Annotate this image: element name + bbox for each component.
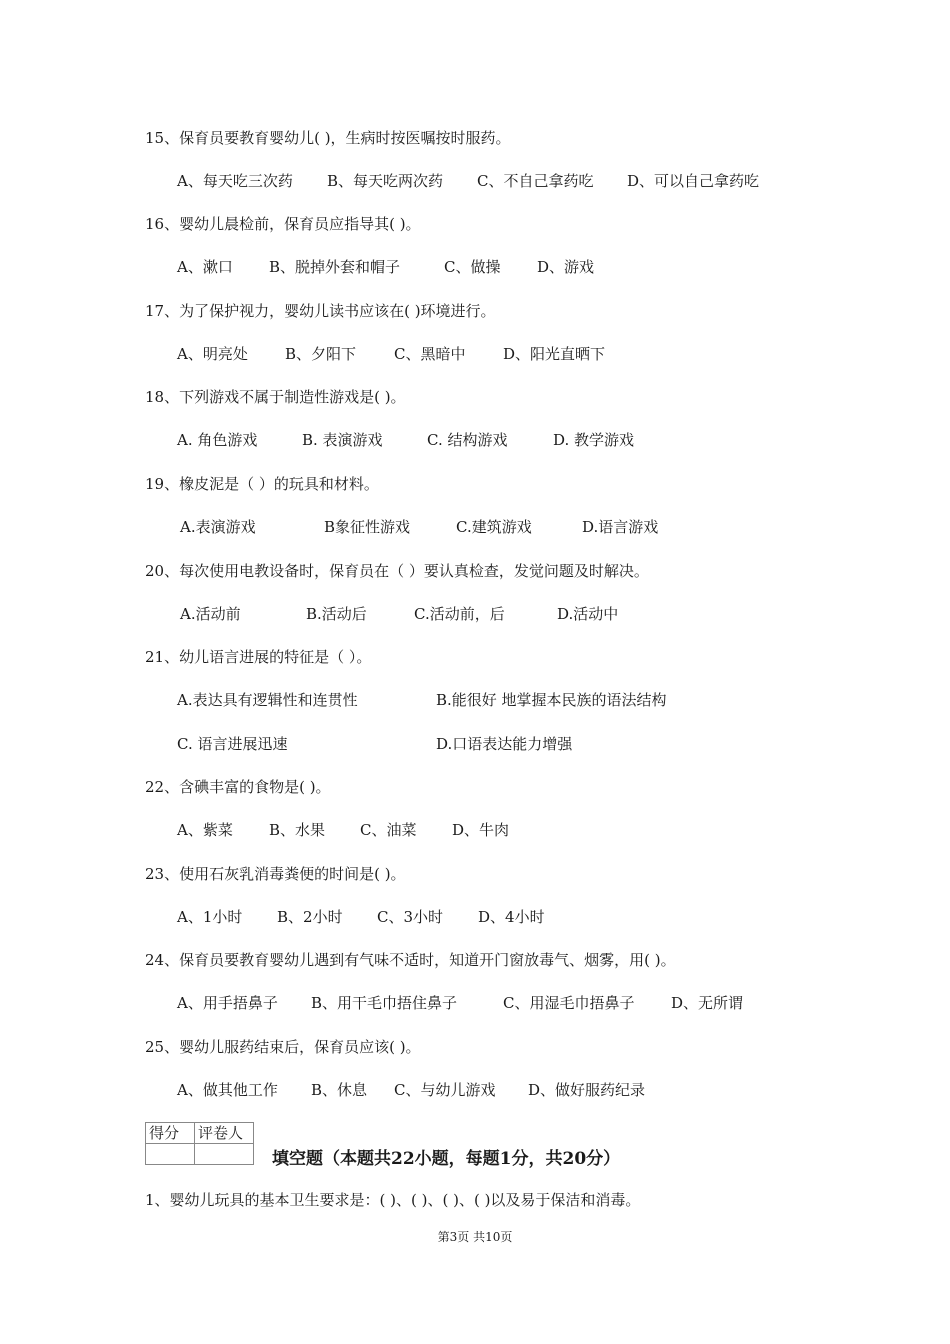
- option-a: A、明亮处: [177, 345, 248, 363]
- option-b: B、用干毛巾捂住鼻子: [311, 994, 458, 1012]
- question-25: 25、婴幼儿服药结束后，保育员应该( )。: [145, 1038, 421, 1056]
- option-b: B、休息: [311, 1081, 368, 1099]
- question-15: 15、保育员要教育婴幼儿( )，生病时按医嘱按时服药。: [145, 129, 511, 147]
- score-table: [145, 1122, 254, 1165]
- option-c: C.活动前，后: [414, 605, 505, 623]
- option-d: D、阳光直晒下: [503, 345, 606, 363]
- question-23: 23、使用石灰乳消毒粪便的时间是( )。: [145, 865, 406, 883]
- option-c: C、与幼儿游戏: [394, 1081, 496, 1099]
- option-c: C.建筑游戏: [456, 518, 532, 536]
- option-a: A、漱口: [177, 258, 233, 276]
- page-footer: 第3页 共10页: [437, 1230, 513, 1244]
- grader-cell: [195, 1144, 254, 1165]
- option-a: A、做其他工作: [177, 1081, 278, 1099]
- option-d: D、做好服药纪录: [528, 1081, 646, 1099]
- option-b: B、每天吃两次药: [327, 172, 444, 190]
- section-title: 填空题（本题共22小题，每题1分，共20分）: [272, 1149, 621, 1169]
- option-a: A、紫菜: [177, 821, 233, 839]
- question-21: 21、幼儿语言进展的特征是（ ）。: [145, 648, 372, 666]
- option-d: D.语言游戏: [582, 518, 659, 536]
- option-c: C、3小时: [377, 908, 444, 926]
- question-16: 16、婴幼儿晨检前，保育员应指导其( )。: [145, 215, 421, 233]
- option-b: B、2小时: [277, 908, 343, 926]
- option-d: D. 教学游戏: [553, 431, 635, 449]
- option-a: A.活动前: [180, 605, 241, 623]
- option-a: A.表演游戏: [180, 518, 256, 536]
- option-b: B.活动后: [306, 605, 367, 623]
- option-d: D、无所谓: [671, 994, 744, 1012]
- score-cell: [146, 1144, 195, 1165]
- option-b: B、水果: [269, 821, 326, 839]
- question-22: 22、含碘丰富的食物是( )。: [145, 778, 331, 796]
- option-b: B象征性游戏: [324, 518, 411, 536]
- question-20: 20、每次使用电教设备时，保育员在（ ）要认真检查，发觉问题及时解决。: [145, 562, 649, 580]
- question-19: 19、橡皮泥是（ ）的玩具和材料。: [145, 475, 379, 493]
- option-d: D、牛肉: [452, 821, 510, 839]
- score-label: 得分: [146, 1123, 195, 1144]
- option-c: C、做操: [444, 258, 501, 276]
- option-d: D、4小时: [478, 908, 545, 926]
- option-a: A、每天吃三次药: [177, 172, 293, 190]
- question-24: 24、保育员要教育婴幼儿遇到有气味不适时，知道开门窗放毒气、烟雾，用( )。: [145, 951, 676, 969]
- option-b: B.能很好 地掌握本民族的语法结构: [436, 691, 667, 709]
- option-d: D、可以自己拿药吃: [627, 172, 760, 190]
- option-a: A、1小时: [177, 908, 243, 926]
- option-b: B. 表演游戏: [302, 431, 383, 449]
- option-a: A.表达具有逻辑性和连贯性: [177, 691, 358, 709]
- option-a: A、用手捂鼻子: [177, 994, 278, 1012]
- option-c: C. 语言进展迅速: [177, 735, 288, 753]
- question-17: 17、为了保护视力，婴幼儿读书应该在( )环境进行。: [145, 302, 496, 320]
- option-b: B、脱掉外套和帽子: [269, 258, 401, 276]
- option-d: D.口语表达能力增强: [436, 735, 573, 753]
- option-c: C、油菜: [360, 821, 417, 839]
- option-d: D、游戏: [537, 258, 595, 276]
- option-c: C. 结构游戏: [427, 431, 508, 449]
- option-c: C、黑暗中: [394, 345, 466, 363]
- option-a: A. 角色游戏: [177, 431, 258, 449]
- grader-label: 评卷人: [195, 1123, 254, 1144]
- option-d: D.活动中: [557, 605, 619, 623]
- option-c: C、用湿毛巾捂鼻子: [503, 994, 635, 1012]
- option-c: C、不自己拿药吃: [477, 172, 594, 190]
- question-18: 18、下列游戏不属于制造性游戏是( )。: [145, 388, 406, 406]
- option-b: B、夕阳下: [285, 345, 357, 363]
- fill-question-1: 1、婴幼儿玩具的基本卫生要求是：( )、( )、( )、( )以及易于保洁和消毒。: [145, 1191, 641, 1209]
